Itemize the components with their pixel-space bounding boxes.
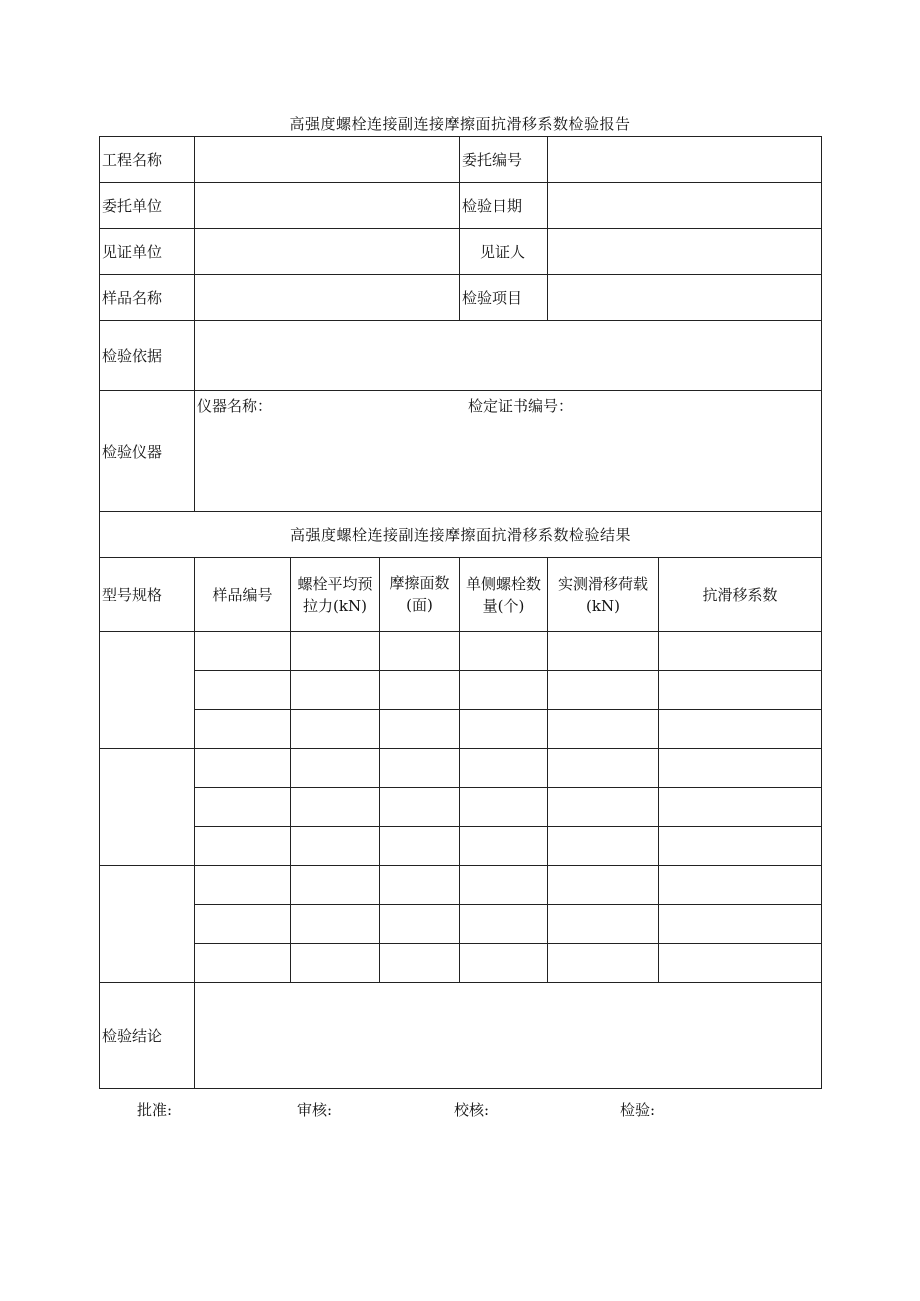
review-label: 审核: [297,1101,333,1119]
data-cell[interactable] [659,671,822,710]
project-name-label: 工程名称 [100,137,195,183]
sample-name-label: 样品名称 [100,275,195,321]
certificate-no-label: 检定证书编号： [468,397,574,415]
data-cell[interactable] [195,632,291,671]
data-cell[interactable] [380,632,460,671]
data-cell[interactable] [548,749,659,788]
data-cell[interactable] [460,632,548,671]
data-cell[interactable] [291,944,380,983]
data-cell[interactable] [380,944,460,983]
witness-person-label: 见证人 [460,229,548,275]
commission-no-field[interactable] [548,137,822,183]
data-cell[interactable] [291,866,380,905]
results-title: 高强度螺栓连接副连接摩擦面抗滑移系数检验结果 [100,512,822,558]
data-cell[interactable] [291,632,380,671]
instrument-label: 检验仪器 [100,391,195,512]
data-cell[interactable] [380,710,460,749]
data-cell[interactable] [548,866,659,905]
data-cell[interactable] [380,749,460,788]
data-cell[interactable] [195,671,291,710]
data-cell[interactable] [659,710,822,749]
data-cell[interactable] [291,788,380,827]
basis-label: 检验依据 [100,321,195,391]
data-cell[interactable] [195,866,291,905]
data-cell[interactable] [659,788,822,827]
instrument-name-label: 仪器名称： [197,397,273,415]
approve-label: 批准: [137,1101,173,1119]
project-name-field[interactable] [195,137,460,183]
model-cell[interactable] [100,749,195,866]
data-cell[interactable] [548,827,659,866]
data-cell[interactable] [460,905,548,944]
data-cell[interactable] [659,749,822,788]
data-cell[interactable] [291,827,380,866]
col-header-sample-no: 样品编号 [195,558,291,632]
data-cell[interactable] [548,710,659,749]
data-cell[interactable] [460,710,548,749]
basis-field[interactable] [195,321,822,391]
col-header-slip-load: 实测滑移荷载(kN) [548,558,659,632]
witness-unit-label: 见证单位 [100,229,195,275]
data-cell[interactable] [548,944,659,983]
data-cell[interactable] [380,671,460,710]
witness-person-field[interactable] [548,229,822,275]
data-cell[interactable] [380,827,460,866]
data-cell[interactable] [291,749,380,788]
data-cell[interactable] [659,905,822,944]
data-cell[interactable] [195,749,291,788]
test-date-field[interactable] [548,183,822,229]
report-table [99,136,822,1089]
conclusion-label: 检验结论 [100,983,195,1089]
data-cell[interactable] [195,788,291,827]
data-cell[interactable] [195,944,291,983]
model-cell[interactable] [100,866,195,983]
col-header-slip-coefficient: 抗滑移系数 [659,558,822,632]
data-cell[interactable] [291,710,380,749]
commission-no-label: 委托编号 [460,137,548,183]
inspect-label: 检验: [620,1101,656,1119]
data-cell[interactable] [548,671,659,710]
col-header-model: 型号规格 [100,558,195,632]
data-cell[interactable] [380,905,460,944]
data-cell[interactable] [659,632,822,671]
data-cell[interactable] [195,710,291,749]
data-cell[interactable] [380,866,460,905]
data-cell[interactable] [548,905,659,944]
test-item-label: 检验项目 [460,275,548,321]
data-cell[interactable] [460,827,548,866]
data-cell[interactable] [460,866,548,905]
client-label: 委托单位 [100,183,195,229]
data-cell[interactable] [548,632,659,671]
data-cell[interactable] [291,905,380,944]
test-item-field[interactable] [548,275,822,321]
test-date-label: 检验日期 [460,183,548,229]
col-header-bolt-count: 单侧螺栓数量(个) [460,558,548,632]
sample-name-field[interactable] [195,275,460,321]
col-header-bolt-pretension: 螺栓平均预拉力(kN) [291,558,380,632]
data-cell[interactable] [195,827,291,866]
client-field[interactable] [195,183,460,229]
data-cell[interactable] [195,905,291,944]
col-header-friction-faces: 摩擦面数(面) [380,558,460,632]
data-cell[interactable] [659,827,822,866]
data-cell[interactable] [291,671,380,710]
check-label: 校核: [454,1101,490,1119]
witness-unit-field[interactable] [195,229,460,275]
report-title: 高强度螺栓连接副连接摩擦面抗滑移系数检验报告 [289,115,631,133]
conclusion-field[interactable] [195,983,822,1089]
model-cell[interactable] [100,632,195,749]
data-cell[interactable] [460,788,548,827]
data-cell[interactable] [460,671,548,710]
data-cell[interactable] [380,788,460,827]
data-cell[interactable] [659,866,822,905]
data-cell[interactable] [548,788,659,827]
instrument-field[interactable] [195,391,822,512]
data-cell[interactable] [460,749,548,788]
data-cell[interactable] [659,944,822,983]
data-cell[interactable] [460,944,548,983]
